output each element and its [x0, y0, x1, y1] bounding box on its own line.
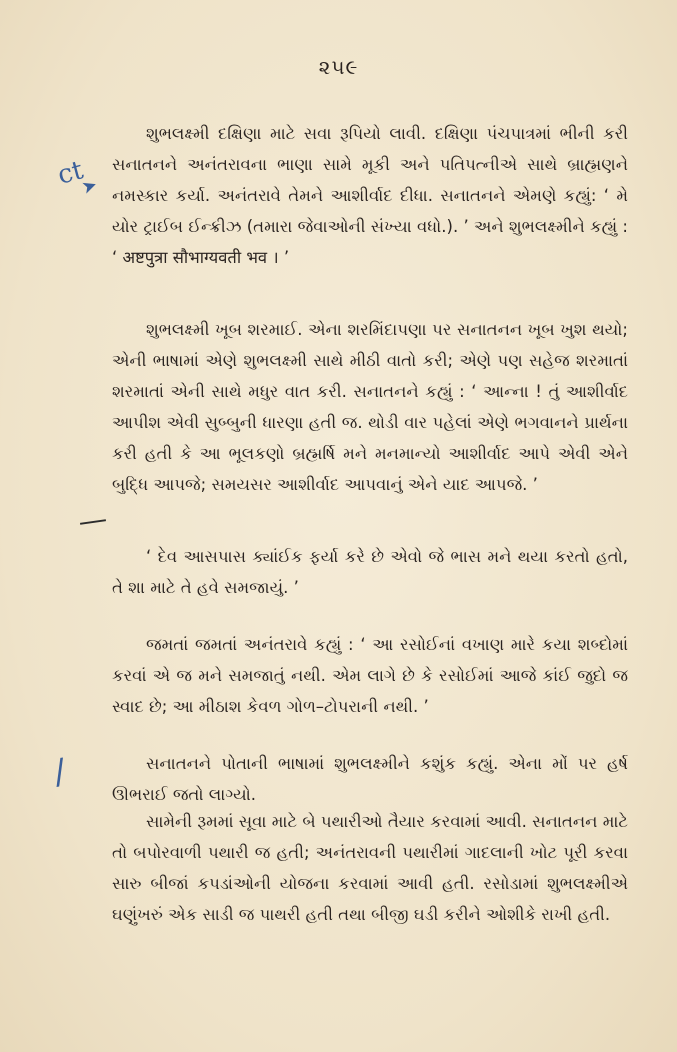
paragraph-5: સનાતનને પોતાની ભાષામાં શુભલક્ષ્મીને કશુંક કહ્યું. એના મોં પર હર્ષ ઊભરાઈ જતો લાગ્યો. — [112, 754, 628, 804]
handwritten-dash-mark — [80, 519, 106, 525]
paragraph-6: સામેની રૂમમાં સૂવા માટે બે પથારીઓ તૈયાર કરવામાં આવી. સનાતનન માટે તો બપોરવાળી પથારી જ હતી; અનંતરાવની પથારીમાં ગાદલાની ખોટ પૂરી કરવા સારુ બીજાં કપડાંઓની યોજના કરવામાં આવી હતી. રસોડામાં શુભલક્ષ્મીએ ઘણુંખરું એક સાડી જ પાથરી હતી તથા બીજી ઘડી કરીને ઓશીકે રાખી હતી. — [112, 812, 628, 924]
handwritten-margin-mark: ct — [54, 155, 87, 191]
handwritten-arrow-icon: ➤ — [78, 174, 101, 199]
paragraph-4: જમતાં જમતાં અનંતરાવે કહ્યું : ‘ આ રસોઈનાં વખાણ મારે કયા શબ્દોમાં કરવાં એ જ મને સમજાતું નથી. એમ લાગે છે કે રસોઈમાં આજે કાંઈ જુદો જ સ્વાદ છે; આ મીઠાશ કેવળ ગોળ–ટોપરાની નથી. ’ — [112, 635, 628, 716]
paragraph-2: શુભલક્ષ્મી ખૂબ શરમાઈ. એના શરમિંદાપણા પર સનાતનન ખૂબ ખુશ થયો; એની ભાષામાં એણે શુભલક્ષ્મી સાથે મીઠી વાતો કરી; એણે પણ સહેજ શરમાતાં શરમાતાં એની સાથે મધુર વાત કરી. સનાતનને કહ્યું : ‘ આન્ના ! તું આશીર્વાદ આપીશ એવી સુબ્બુની ધારણા હતી જ. થોડી વાર પહેલાં એણે ભગવાનને પ્રાર્થના કરી હતી કે આ ભૂલકણો બ્રહ્મર્ષિ મને મનમાન્યો આશીર્વાદ આપે એવી એને બુદ્ધિ આપજે; સમયસર આશીર્વાદ આપવાનું એને યાદ આપજે. ’ — [112, 320, 628, 494]
paragraph-1: શુભલક્ષ્મી દક્ષિણા માટે સવા રૂપિયો લાવી. દક્ષિણા પંચપાત્રમાં ભીની કરી સનાતનને અનંતરાવના ભાણા સામે મૂકી અને પતિપત્નીએ સાથે બ્રાહ્મણને નમસ્કાર કર્યા. અનંતરાવે તેમને આશીર્વાદ દીધા. સનાતનને એમણે કહ્યું: ‘ મે યોર ટ્રાઈબ ઈન્ક્રીઝ (તમારા જેવાઓની સંખ્યા વધો.). ’ અને શુભલક્ષ્મીને કહ્યું : ‘ अष्टपुत्रा सौभाग्यवती भव । ’ — [112, 124, 628, 267]
paragraph-3: ‘ દેવ આસપાસ ક્યાંઈક ફર્યા કરે છે એવો જે ભાસ મને થયા કરતો હતો, તે શા માટે તે હવે સમજાયું. ’ — [112, 547, 628, 597]
handwritten-margin-slash: / — [50, 751, 69, 793]
page-number: ૨૫૯ — [318, 55, 359, 79]
